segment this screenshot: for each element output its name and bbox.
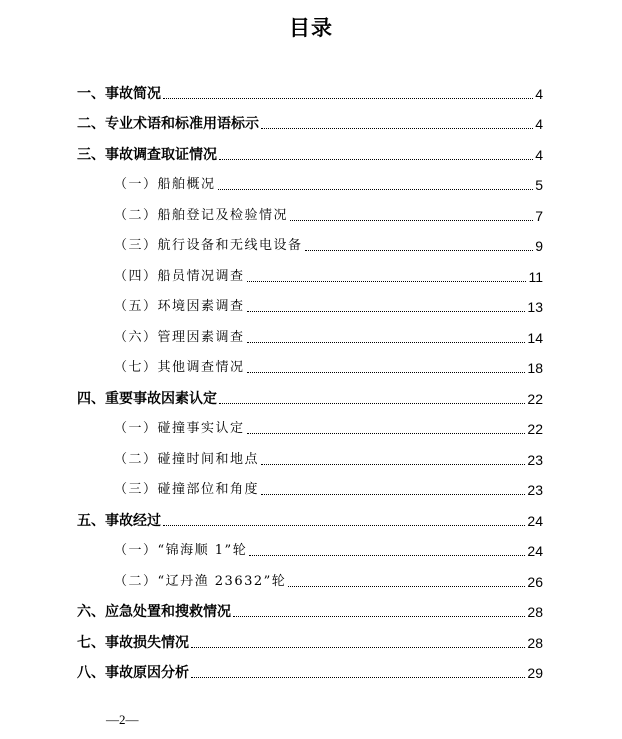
toc-entry-label: （三）航行设备和无线电设备 [114,238,303,253]
toc-entry-label: （一）碰撞事实认定 [114,421,245,436]
toc-entry-label: 一、事故简况 [77,85,161,102]
toc-entry-label: （六）管理因素调查 [114,329,245,345]
toc-entry[interactable] [0,443,622,474]
toc-entry-label: （四）船员情况调查 [114,268,245,284]
toc-entry-label: 七、事故损失情况 [77,634,189,651]
toc-entry-page-number: 24 [527,512,543,529]
toc-entry[interactable] [0,169,622,200]
dot-leader [247,342,526,343]
toc-entry-page-number: 23 [527,451,543,468]
toc-entry-page-number: 5 [535,177,543,193]
dot-leader [219,403,525,404]
toc-entry[interactable] [0,626,622,657]
toc-entry-label: （五）环境因素调查 [114,299,245,314]
toc-entry-label: 六、应急处置和搜救情况 [77,604,231,620]
toc-entry-page-number: 4 [535,146,543,163]
toc-entry-page-number: 24 [527,543,543,559]
dot-leader [219,159,533,160]
toc-entry-label: （一）船舶概况 [114,177,216,192]
toc-entry[interactable] [0,413,622,444]
toc-entry-page-number: 4 [535,85,543,102]
toc-entry-label: （二）碰撞时间和地点 [114,451,260,467]
dot-leader [191,647,525,648]
dot-leader [288,586,525,587]
dot-leader [249,555,525,556]
dot-leader [261,494,525,495]
toc-entry[interactable] [0,474,622,505]
dot-leader [163,98,533,99]
dot-leader [218,189,533,190]
dot-leader [233,616,525,617]
toc-entry[interactable] [0,382,622,413]
toc-entry-page-number: 9 [535,238,543,254]
dot-leader [261,464,525,465]
toc-entry-page-number: 11 [528,268,543,285]
toc-entry[interactable] [0,260,622,291]
toc-entry[interactable] [0,108,622,139]
toc-entry[interactable] [0,535,622,566]
toc-entry-page-number: 13 [527,299,543,315]
toc-entry[interactable] [0,504,622,535]
toc-entry[interactable] [0,199,622,230]
toc-entry-page-number: 7 [535,207,543,224]
toc-entry-page-number: 26 [527,573,543,590]
dot-leader [247,281,527,282]
table-of-contents [0,77,622,687]
toc-entry[interactable] [0,565,622,596]
toc-entry[interactable] [0,321,622,352]
toc-entry-label: 八、事故原因分析 [77,665,189,681]
toc-entry[interactable] [0,596,622,627]
toc-entry-label: 四、重要事故因素认定 [77,390,217,407]
toc-entry-page-number: 23 [527,482,543,498]
toc-entry[interactable] [0,138,622,169]
toc-entry-label: 二、专业术语和标准用语标示 [77,116,259,132]
toc-entry-page-number: 28 [527,634,543,651]
page-title: 目录 [289,16,333,40]
toc-entry-page-number: 29 [527,665,543,681]
toc-entry-label: 五、事故经过 [77,512,161,529]
page-number-footer: —2— [106,712,139,727]
toc-entry-label: （二）“辽丹渔 23632”轮 [114,573,287,589]
dot-leader [290,220,533,221]
toc-entry[interactable] [0,230,622,261]
dot-leader [247,433,526,434]
dot-leader [261,128,533,129]
toc-entry-page-number: 22 [527,390,543,407]
toc-entry-page-number: 14 [527,329,543,346]
dot-leader [305,250,533,251]
toc-entry-label: （二）船舶登记及检验情况 [114,207,289,223]
dot-leader [163,525,525,526]
dot-leader [247,372,526,373]
dot-leader [191,677,525,678]
toc-entry-label: （七）其他调查情况 [114,360,245,375]
toc-entry-page-number: 28 [527,604,543,620]
dot-leader [247,311,526,312]
toc-entry-page-number: 4 [535,116,543,132]
toc-entry-label: （一）“锦海顺 1”轮 [114,543,248,558]
toc-entry-page-number: 22 [527,421,543,437]
toc-entry[interactable] [0,291,622,322]
toc-entry-label: 三、事故调查取证情况 [77,146,217,163]
toc-entry[interactable] [0,352,622,383]
toc-entry-page-number: 18 [527,360,543,376]
toc-entry[interactable] [0,77,622,108]
toc-entry-label: （三）碰撞部位和角度 [114,482,260,497]
toc-entry[interactable] [0,657,622,688]
